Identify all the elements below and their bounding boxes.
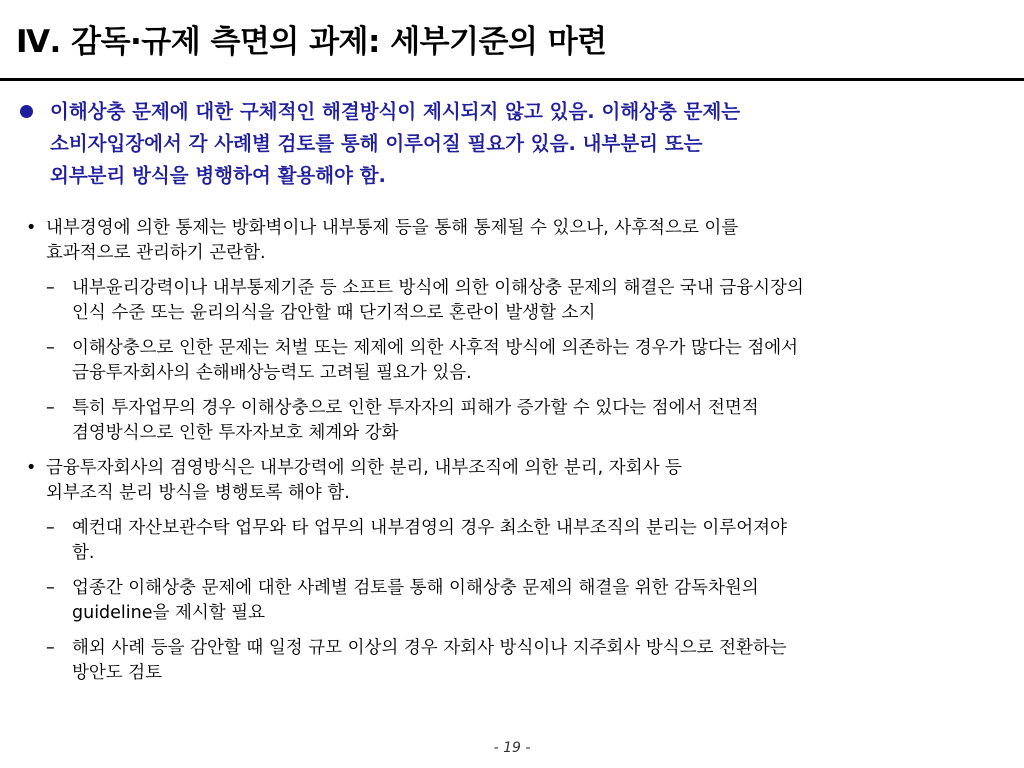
body-content <box>20 216 1010 696</box>
dash-mark: – <box>46 518 55 538</box>
slide-title: Ⅳ. 감독·규제 측면의 과제: 세부기준의 마련 <box>16 24 607 60</box>
bullet-item <box>20 216 1010 266</box>
sub-line: 겸영방식으로 인한 투자자보호 체계와 강화 <box>72 423 399 443</box>
summary-line: 외부분리 방식을 병행하여 활용해야 함. <box>50 164 386 187</box>
dash-mark: – <box>46 578 55 598</box>
sub-line: 이해상충으로 인한 문제는 처벌 또는 제제에 의한 사후적 방식에 의존하는 경우가 많다는 점에서 <box>72 338 799 358</box>
bullet-line: 내부경영에 의한 통제는 방화벽이나 내부통제 등을 통해 통제될 수 있으나, 사후적으로 이를 <box>46 218 739 238</box>
dash-mark: – <box>46 338 55 358</box>
sub-item <box>20 336 1010 386</box>
sub-line: 예컨대 자산보관수탁 업무와 타 업무의 내부겸영의 경우 최소한 내부조직의 분리는 이루어져야 <box>72 518 787 538</box>
page-number: - 19 - <box>493 740 531 756</box>
sub-item <box>20 276 1010 326</box>
sub-line: 해외 사례 등을 감안할 때 일정 규모 이상의 경우 자회사 방식이나 지주회사 방식으로 전환하는 <box>72 638 787 658</box>
sub-line: 금융투자회사의 손해배상능력도 고려될 필요가 있음. <box>72 363 472 383</box>
summary-line: 이해상충 문제에 대한 구체적인 해결방식이 제시되지 않고 있음. 이해상충 문제는 <box>50 100 741 123</box>
bullet-line: 외부조직 분리 방식을 병행토록 해야 함. <box>46 483 350 503</box>
sub-item <box>20 516 1010 566</box>
summary-bullet-icon <box>20 105 33 118</box>
title-divider <box>0 78 1024 81</box>
dash-mark: – <box>46 398 55 418</box>
sub-line: 인식 수준 또는 윤리의식을 감안할 때 단기적으로 혼란이 발생할 소지 <box>72 303 596 323</box>
bullet-mark: • <box>26 458 37 478</box>
summary-text <box>50 96 1006 192</box>
sub-item <box>20 396 1010 446</box>
sub-line: 내부윤리강력이나 내부통제기준 등 소프트 방식에 의한 이해상충 문제의 해결은 국내 금융시장의 <box>72 278 804 298</box>
dash-mark: – <box>46 638 55 658</box>
sub-line: 업종간 이해상충 문제에 대한 사례별 검토를 통해 이해상충 문제의 해결을 위한 감독차원의 <box>72 578 759 598</box>
bullet-item <box>20 456 1010 506</box>
sub-line: 방안도 검토 <box>72 663 163 683</box>
sub-line: 함. <box>72 543 95 563</box>
bullet-mark: • <box>26 218 37 238</box>
bullet-line: 금융투자회사의 겸영방식은 내부강력에 의한 분리, 내부조직에 의한 분리, 자회사 등 <box>46 458 682 478</box>
sub-line: guideline을 제시할 필요 <box>72 603 266 623</box>
sub-line: 특히 투자업무의 경우 이해상충으로 인한 투자자의 피해가 증가할 수 있다는 점에서 전면적 <box>72 398 759 418</box>
sub-item <box>20 576 1010 626</box>
summary-line: 소비자입장에서 각 사례별 검토를 통해 이루어질 필요가 있음. 내부분리 또는 <box>50 132 703 155</box>
summary-block <box>16 96 1006 192</box>
bullet-line: 효과적으로 관리하기 곤란함. <box>46 243 266 263</box>
dash-mark: – <box>46 278 55 298</box>
sub-item <box>20 636 1010 686</box>
